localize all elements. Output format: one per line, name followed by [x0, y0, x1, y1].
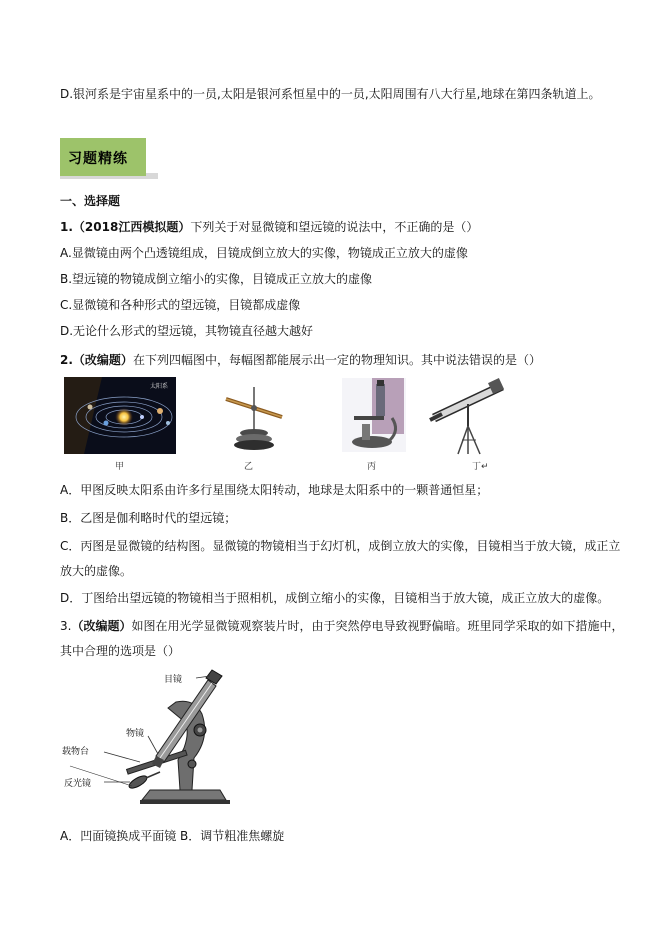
figure-caption-yi: 乙: [244, 462, 254, 472]
figure-microscope-photo: [342, 378, 406, 452]
question-text: 在下列四幅图中，每幅图都能展示出一定的物理知识。其中说法错误的是（）: [132, 353, 541, 367]
q2-option-a: A．甲图反映太阳系由许多行星围绕太阳转动，地球是太阳系中的一颗普通恒星；: [60, 483, 489, 497]
question-1: [60, 219, 478, 235]
figure-microscope-diagram: [60, 668, 236, 814]
label-objective: 物镜: [126, 729, 145, 739]
question-3-line2: 其中合理的选项是（）: [60, 644, 181, 658]
solar-system-label: 太阳系: [150, 383, 169, 390]
option-d-previous: D.银河系是宇宙星系中的一员,太阳是银河系恒星中的一员,太阳周围有八大行星,地球在第四条轨道上。: [60, 87, 601, 101]
question-source: （改编题）: [71, 619, 132, 633]
label-mirror: 反光镜: [64, 779, 92, 789]
question-number: 2.: [60, 353, 73, 367]
question-3: [60, 618, 623, 634]
section-banner: [60, 138, 146, 176]
question-2: [60, 352, 541, 368]
label-stage: 载物台: [62, 747, 90, 757]
q1-option-d: D.无论什么形式的望远镜，其物镜直径越大越好: [60, 324, 314, 338]
question-number: 3.: [60, 619, 72, 633]
q2-option-c-line2: 放大的虚像。: [60, 564, 133, 578]
q2-option-b: B．乙图是伽利略时代的望远镜；: [60, 511, 237, 525]
figure-refracting-telescope: [424, 378, 506, 456]
q2-option-c-line1: C．丙图是显微镜的结构图。显微镜的物镜相当于幻灯机，成倒立放大的实像，目镜相当于放大镜，成正立: [60, 539, 621, 553]
q1-option-c: C.显微镜和各种形式的望远镜，目镜都成虚像: [60, 298, 301, 312]
q2-option-d: D．丁图给出望远镜的物镜相当于照相机，成倒立缩小的实像，目镜相当于放大镜，成正立放大的虚像。: [60, 591, 610, 605]
question-source: （2018江西模拟题）: [72, 220, 191, 234]
figure-solar-system: [64, 377, 176, 454]
figure-caption-bing: 丙: [367, 462, 377, 472]
q3-options-ab: A．凹面镜换成平面镜 B．调节粗准焦螺旋: [60, 829, 285, 843]
question-text: 下列关于对显微镜和望远镜的说法中，不正确的是（）: [190, 220, 479, 234]
question-number: 1.: [60, 220, 73, 234]
figure-galileo-telescope: [222, 383, 286, 451]
figure-caption-ding: 丁↵: [472, 462, 489, 472]
label-eyepiece: 目镜: [164, 675, 183, 685]
q1-option-b: B.望远镜的物镜成倒立缩小的实像，目镜成正立放大的虚像: [60, 272, 373, 286]
question-source: （改编题）: [72, 353, 133, 367]
figure-caption-jia: 甲: [115, 462, 125, 472]
question-text: 如图在用光学显微镜观察装片时，由于突然停电导致视野偏暗。班里同学采取的如下措施中，: [131, 619, 624, 633]
q1-option-a: A.显微镜由两个凸透镜组成，目镜成倒立放大的实像，物镜成正立放大的虚像: [60, 246, 468, 260]
section-title: 习题精练: [68, 151, 128, 167]
part-heading: 一、选择题: [60, 194, 121, 208]
